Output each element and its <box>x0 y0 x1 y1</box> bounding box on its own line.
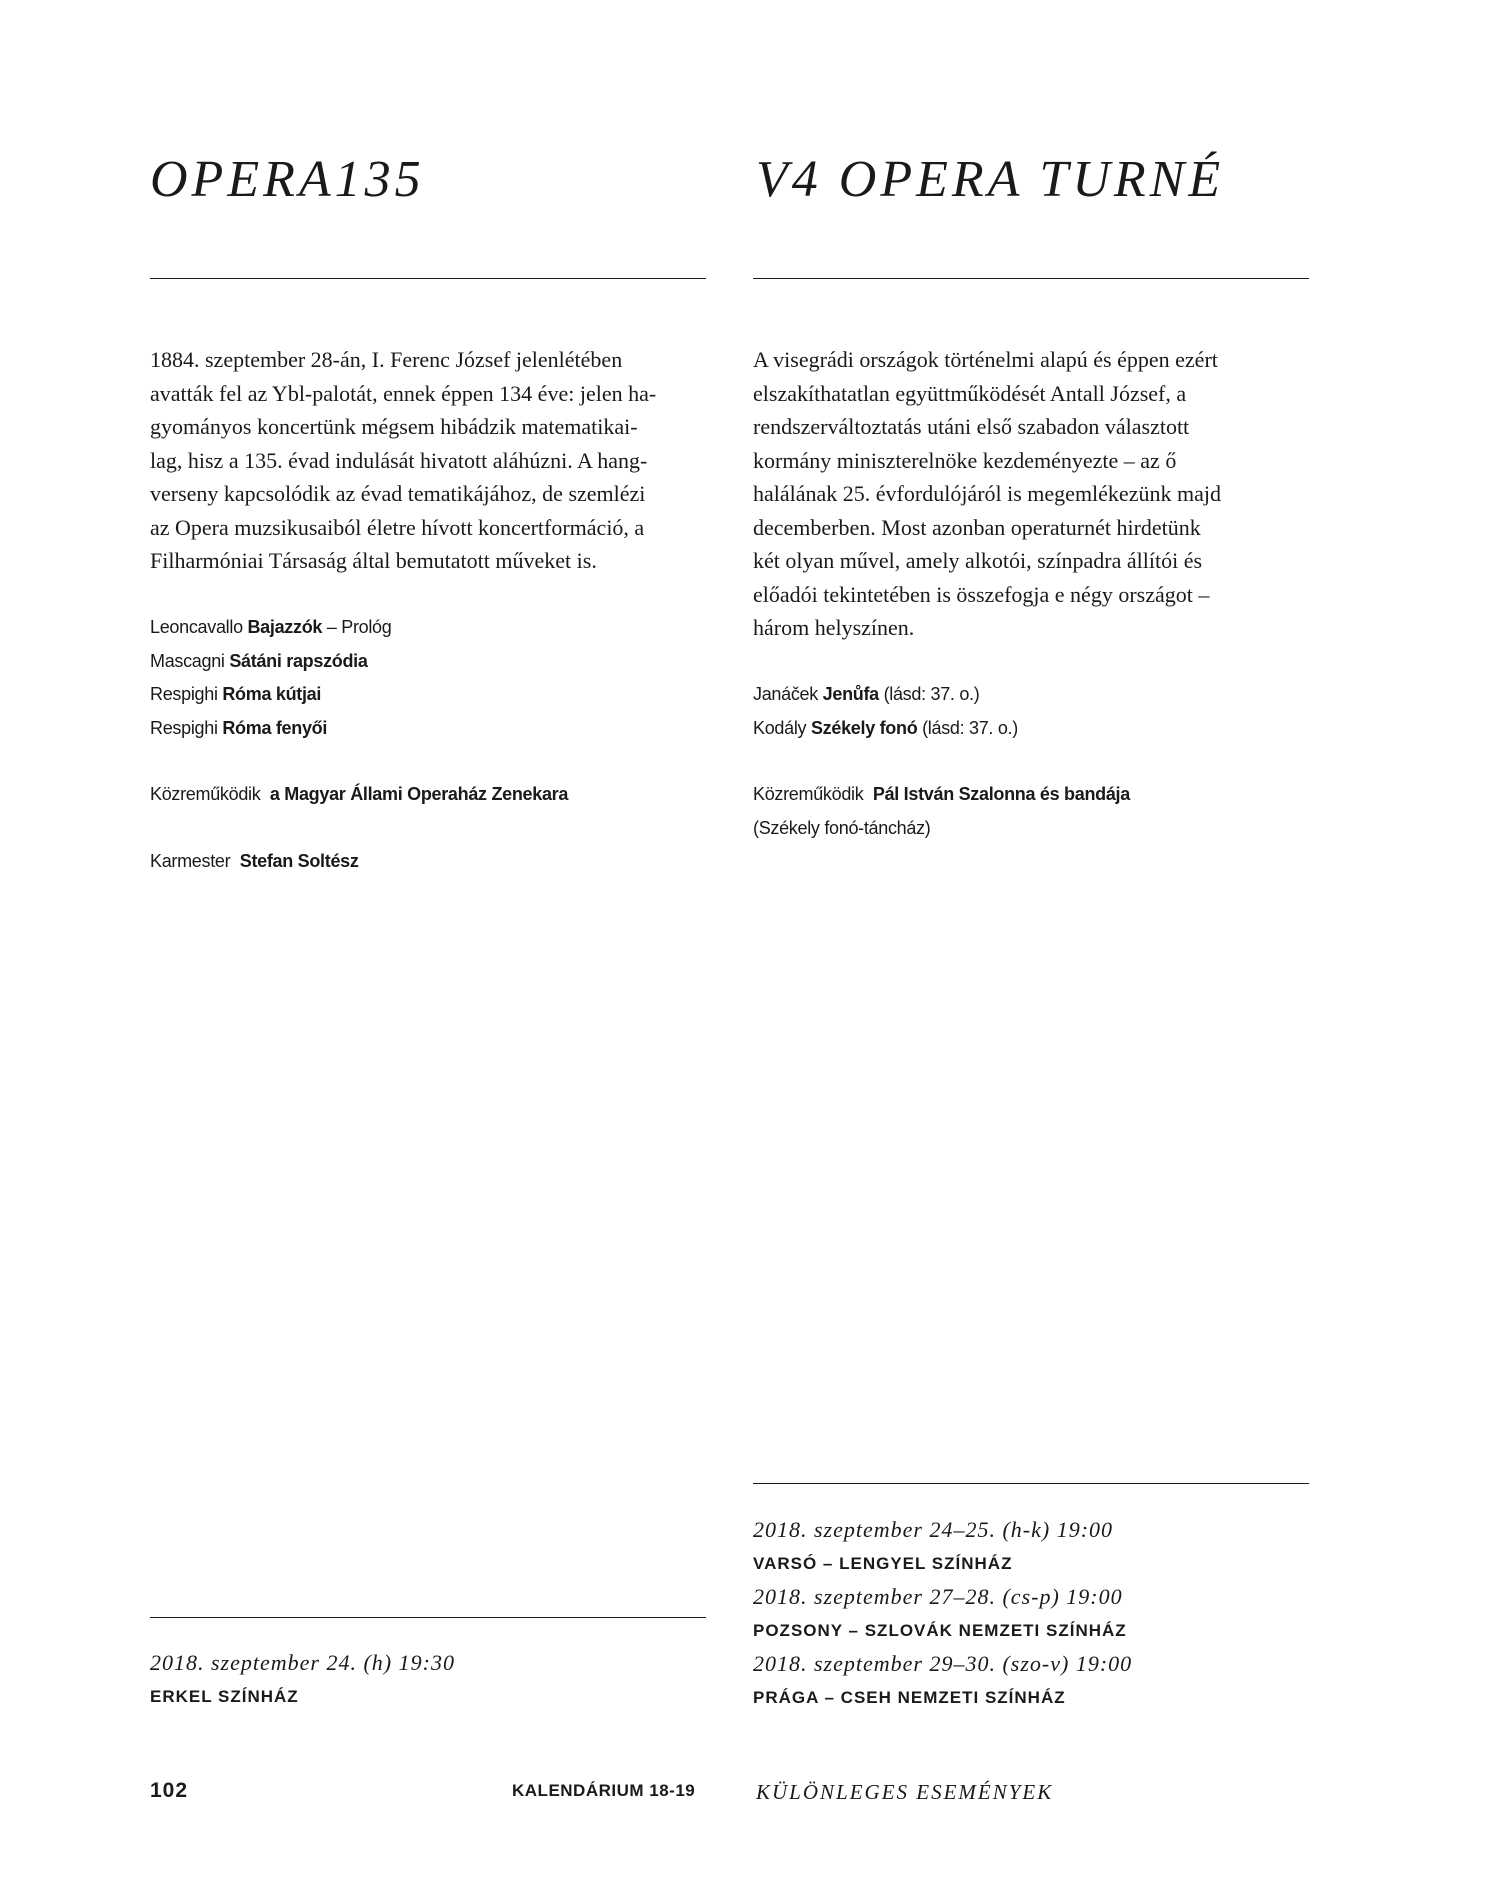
intro-line: A visegrádi országok történelmi alapú és éppen ezért <box>753 347 1218 372</box>
conductor: Stefan Soltész <box>239 851 359 871</box>
left-title-divider <box>150 278 706 279</box>
intro-line: elszakíthatatlan együttműködését Antall József, a <box>753 380 1187 406</box>
work-title: Sátáni rapszódia <box>229 650 368 671</box>
right-title: V4 OPERA TURNÉ <box>756 151 1225 208</box>
right-date-divider <box>753 1483 1309 1484</box>
left-intro <box>150 343 706 578</box>
footer-section: KÜLÖNLEGES ESEMÉNYEK <box>756 1780 1054 1804</box>
work-note: (lásd: 37. o.) <box>922 717 1018 738</box>
performers-note: (Székely fonó-táncház) <box>753 817 931 838</box>
performers-label: Közreműködik <box>150 784 261 804</box>
event-date: 2018. szeptember 24. (h) 19:30 <box>150 1650 455 1675</box>
intro-line: 1884. szeptember 28-án, I. Ferenc József jelenlétében <box>150 347 623 372</box>
performers: a Magyar Állami Operaház Zenekara <box>269 784 569 804</box>
right-performers <box>753 778 1130 845</box>
intro-line: gyományos koncertünk mégsem hibádzik matematikai- <box>150 414 638 439</box>
intro-line: két olyan művel, amely alkotói, színpadra állítói és <box>753 548 1203 573</box>
event-date: 2018. szeptember 24–25. (h-k) 19:00 <box>753 1517 1114 1542</box>
event-date: 2018. szeptember 27–28. (cs-p) 19:00 <box>753 1584 1123 1609</box>
intro-line: rendszerváltoztatás utáni első szabadon választott <box>753 414 1190 439</box>
intro-line: előadói tekintetében is összefogja e négy országot – <box>753 581 1210 607</box>
left-performers <box>150 778 568 812</box>
left-title: OPERA135 <box>150 151 425 208</box>
intro-line: az Opera muzsikusaiból életre hívott koncertformáció, a <box>150 514 645 540</box>
event-venue: ERKEL SZÍNHÁZ <box>150 1686 299 1706</box>
program-item <box>150 645 391 679</box>
work-title: Róma fenyői <box>222 717 328 738</box>
right-title-divider <box>753 278 1309 279</box>
work-title: Székely fonó <box>810 717 918 738</box>
program-item <box>150 611 391 645</box>
intro-line: halálának 25. évfordulójáról is megemlékezünk majd <box>753 481 1221 506</box>
left-schedule <box>150 1646 706 1713</box>
footer-calendar: KALENDÁRIUM 18-19 <box>512 1781 696 1800</box>
work-title: Jenůfa <box>822 684 879 704</box>
work-note: – Prológ <box>326 617 392 637</box>
intro-line: kormány miniszterelnöke kezdeményezte – az ő <box>753 447 1177 473</box>
composer: Respighi <box>150 684 218 704</box>
left-conductor <box>150 845 359 879</box>
conductor-label: Karmester <box>150 851 231 871</box>
right-intro <box>753 343 1309 645</box>
left-program <box>150 611 391 745</box>
event-date: 2018. szeptember 29–30. (szo-v) 19:00 <box>753 1651 1133 1676</box>
program-item <box>753 712 1018 746</box>
intro-line: lag, hisz a 135. évad indulását hivatott aláhúzni. A hang- <box>150 447 648 473</box>
event-venue: PRÁGA – CSEH NEMZETI SZÍNHÁZ <box>753 1687 1066 1707</box>
intro-line: avatták fel az Ybl-palotát, ennek éppen 134 éve: jelen ha- <box>150 380 657 406</box>
performers-label: Közreműködik <box>753 784 864 804</box>
program-item <box>150 678 391 712</box>
right-program <box>753 678 1018 745</box>
composer: Janáček <box>753 684 818 704</box>
program-item <box>150 712 391 746</box>
composer: Mascagni <box>150 650 225 671</box>
program-item <box>753 678 1018 712</box>
intro-line: három helyszínen. <box>753 615 915 640</box>
intro-line: verseny kapcsolódik az évad tematikájához, de szemlézi <box>150 481 646 506</box>
performers: Pál István Szalonna és bandája <box>872 784 1130 804</box>
page-number: 102 <box>150 1779 189 1802</box>
composer: Kodály <box>753 717 807 738</box>
composer: Respighi <box>150 717 218 738</box>
work-title: Bajazzók <box>247 617 323 637</box>
work-title: Róma kútjai <box>222 684 322 704</box>
composer: Leoncavallo <box>150 617 243 637</box>
intro-line: Filharmóniai Társaság által bemutatott műveket is. <box>150 548 597 573</box>
intro-line: decemberben. Most azonban operaturnét hirdetünk <box>753 514 1201 540</box>
work-note: (lásd: 37. o.) <box>883 684 980 704</box>
event-venue: POZSONY – SZLOVÁK NEMZETI SZÍNHÁZ <box>753 1620 1127 1640</box>
event-venue: VARSÓ – LENGYEL SZÍNHÁZ <box>753 1553 1013 1573</box>
right-schedule <box>753 1513 1309 1714</box>
left-date-divider <box>150 1617 706 1618</box>
